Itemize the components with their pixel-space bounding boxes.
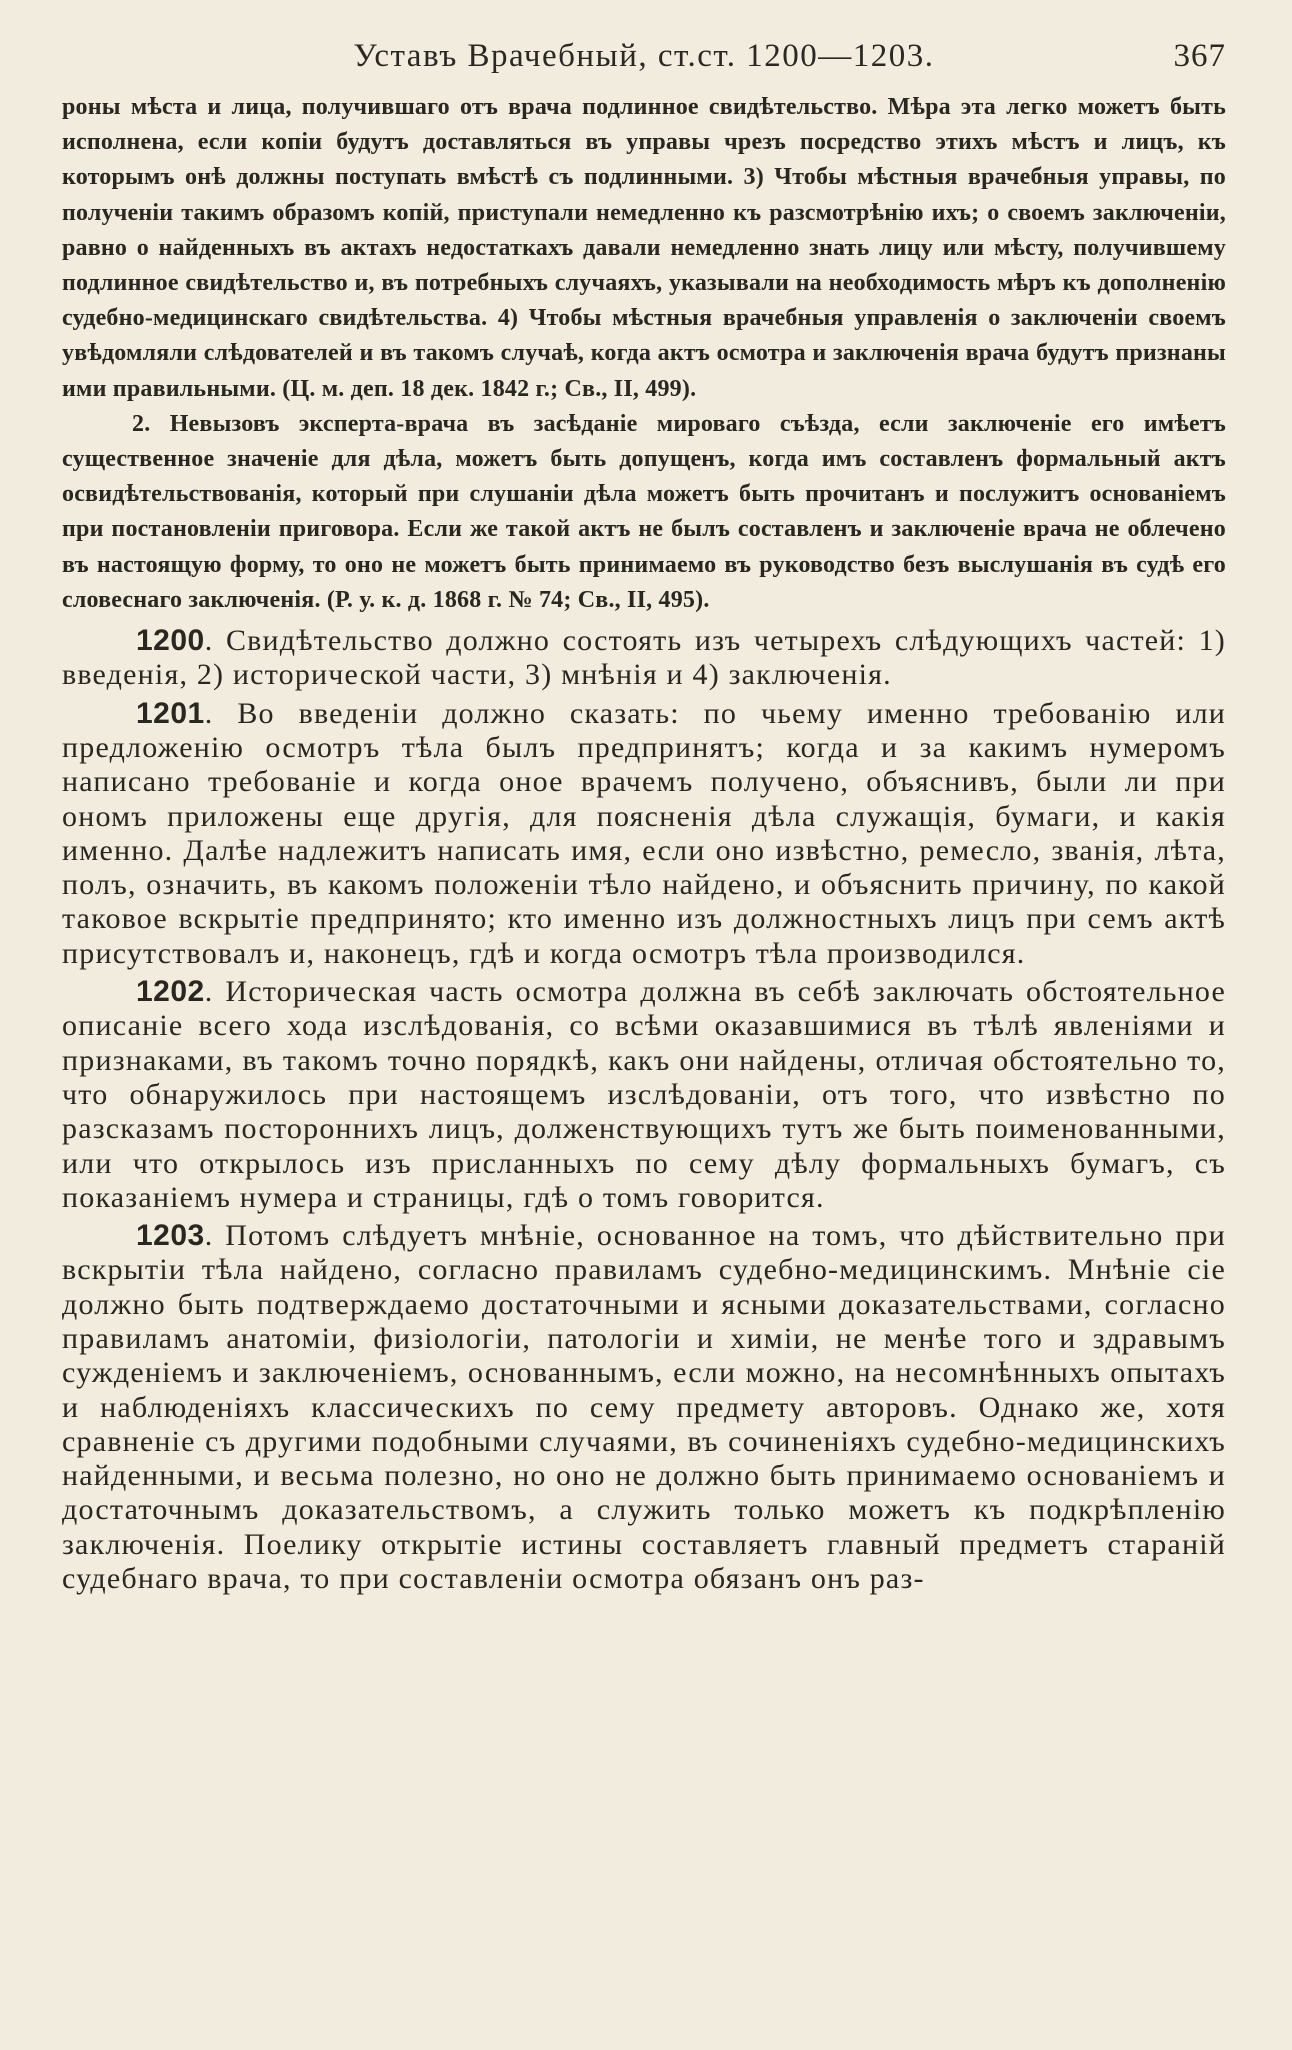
article-text: . Во введеніи должно сказать: по чьему именно требованію или предложенію осмотръ тѣла былъ предпринятъ; когда и за какимъ нумеромъ написано требованіе и когда оное врачемъ получено, объяснивъ, были ли при ономъ приложены еще другія, для поясненія дѣла служащія, бумаги, и какія именно. Далѣе надлежитъ написать имя, если оно извѣстно, ремесло, званія, лѣта, полъ, означить, въ какомъ положеніи тѣло найдено, и объяснить причину, по какой таковое вскрытіе предпринято; кто именно изъ должностныхъ лицъ при семъ актѣ присутствовалъ и, наконецъ, гдѣ и когда осмотръ тѣла производился. xyxy=(62,696,1226,970)
article-1202 xyxy=(62,975,1226,1215)
book-page xyxy=(62,30,1226,1600)
page-number: 367 xyxy=(1173,38,1226,74)
notes-block xyxy=(62,90,1226,618)
article-1201 xyxy=(62,697,1226,971)
article-text: . Потомъ слѣдуетъ мнѣніе, основанное на томъ, что дѣйствительно при вскрытіи тѣла найдено, согласно правиламъ судебно-медицинскимъ. Мнѣніе сіе должно быть подтверждаемо достаточными и ясными доказательствами, согласно правиламъ анатоміи, физіологіи, патологіи и химіи, не менѣе того и здравымъ сужденіемъ и заключеніемъ, основаннымъ, если можно, на несомнѣнныхъ опытахъ и наблюденіяхъ классическихъ по сему предмету авторовъ. Однако же, хотя сравненіе съ другими подобными случаями, въ сочиненіяхъ судебно-медицинскихъ найденными, и весьма полезно, но оно не должно быть принимаемо основаніемъ и достаточнымъ доказательствомъ, а служить только можетъ къ подкрѣпленію заключенія. Поелику открытіе истины составляетъ главный предметъ старанiй судебнаго врача, то при составленіи осмотра обязанъ онъ раз- xyxy=(62,1219,1226,1596)
article-text: . Свидѣтельство должно состоять изъ четырехъ слѣдующихъ частей: 1) введенія, 2) исторической части, 3) мнѣнія и 4) заключенія. xyxy=(62,624,1226,692)
article-number: 1202 xyxy=(136,975,205,1009)
note-continuation: роны мѣста и лица, получившаго отъ врача подлинное свидѣтельство. Мѣра эта легко можетъ быть исполнена, если копіи будутъ доставляться въ управы чрезъ посредство этихъ мѣстъ и лицъ, къ которымъ онѣ должны поступать вмѣстѣ съ подлинными. 3) Чтобы мѣстныя врачебныя управы, по полученіи такимъ образомъ копій, приступали немедленно къ разсмотрѣнію ихъ; о своемъ заключеніи, равно о найденныхъ въ актахъ недостаткахъ давали немедленно знать лицу или мѣсту, получившему подлинное свидѣтельство и, въ потребныхъ случаяхъ, указывали на необходимость мѣръ къ дополненію судебно-медицинскаго свидѣтельства. 4) Чтобы мѣстныя врачебныя управленія о заключеніи своемъ увѣдомляли слѣдователей и въ такомъ случаѣ, когда актъ осмотра и заключенія врача будутъ признаны ими правильными. (Ц. м. деп. 18 дек. 1842 г.; Св., II, 499). xyxy=(62,94,1226,402)
running-title: Уставъ Врачебный, ст.ст. 1200—1203. xyxy=(353,38,935,74)
article-1200 xyxy=(62,624,1226,693)
note-2: 2. Невызовъ эксперта-врача въ засѣданіе мироваго съѣзда, если заключеніе его имѣетъ существенное значеніе для дѣла, можетъ быть допущенъ, когда имъ составленъ формальный актъ освидѣтельствованія, который при слушаніи дѣла можетъ быть прочитанъ и послужитъ основаніемъ при постановленіи приговора. Если же такой актъ не былъ составленъ и заключеніе врача не облечено въ настоящую форму, то оно не можетъ быть принимаемо въ руководство безъ выслушанія въ судѣ его словеснаго заключенія. (Р. у. к. д. 1868 г. № 74; Св., II, 495). xyxy=(62,410,1226,613)
article-number: 1203 xyxy=(136,1219,205,1253)
article-number: 1201 xyxy=(136,696,205,730)
articles-block xyxy=(62,624,1226,1596)
article-text: . Историческая часть осмотра должна въ себѣ заключать обстоятельное описаніе всего хода изслѣдованія, со всѣми оказавшимися въ тѣлѣ явленіями и признаками, въ такомъ точно порядкѣ, какъ они найдены, отличая обстоятельно то, что обнаружилось при настоящемъ изслѣдованіи, отъ того, что извѣстно по разсказамъ постороннихъ лицъ, долженствующихъ тутъ же быть поименованными, или что открылось изъ присланныхъ по сему дѣлу формальныхъ бумагъ, съ показаніемъ нумера и страницы, гдѣ о томъ говорится. xyxy=(62,975,1226,1214)
article-number: 1200 xyxy=(136,624,205,658)
article-1203 xyxy=(62,1219,1226,1596)
page-header xyxy=(62,30,1226,90)
